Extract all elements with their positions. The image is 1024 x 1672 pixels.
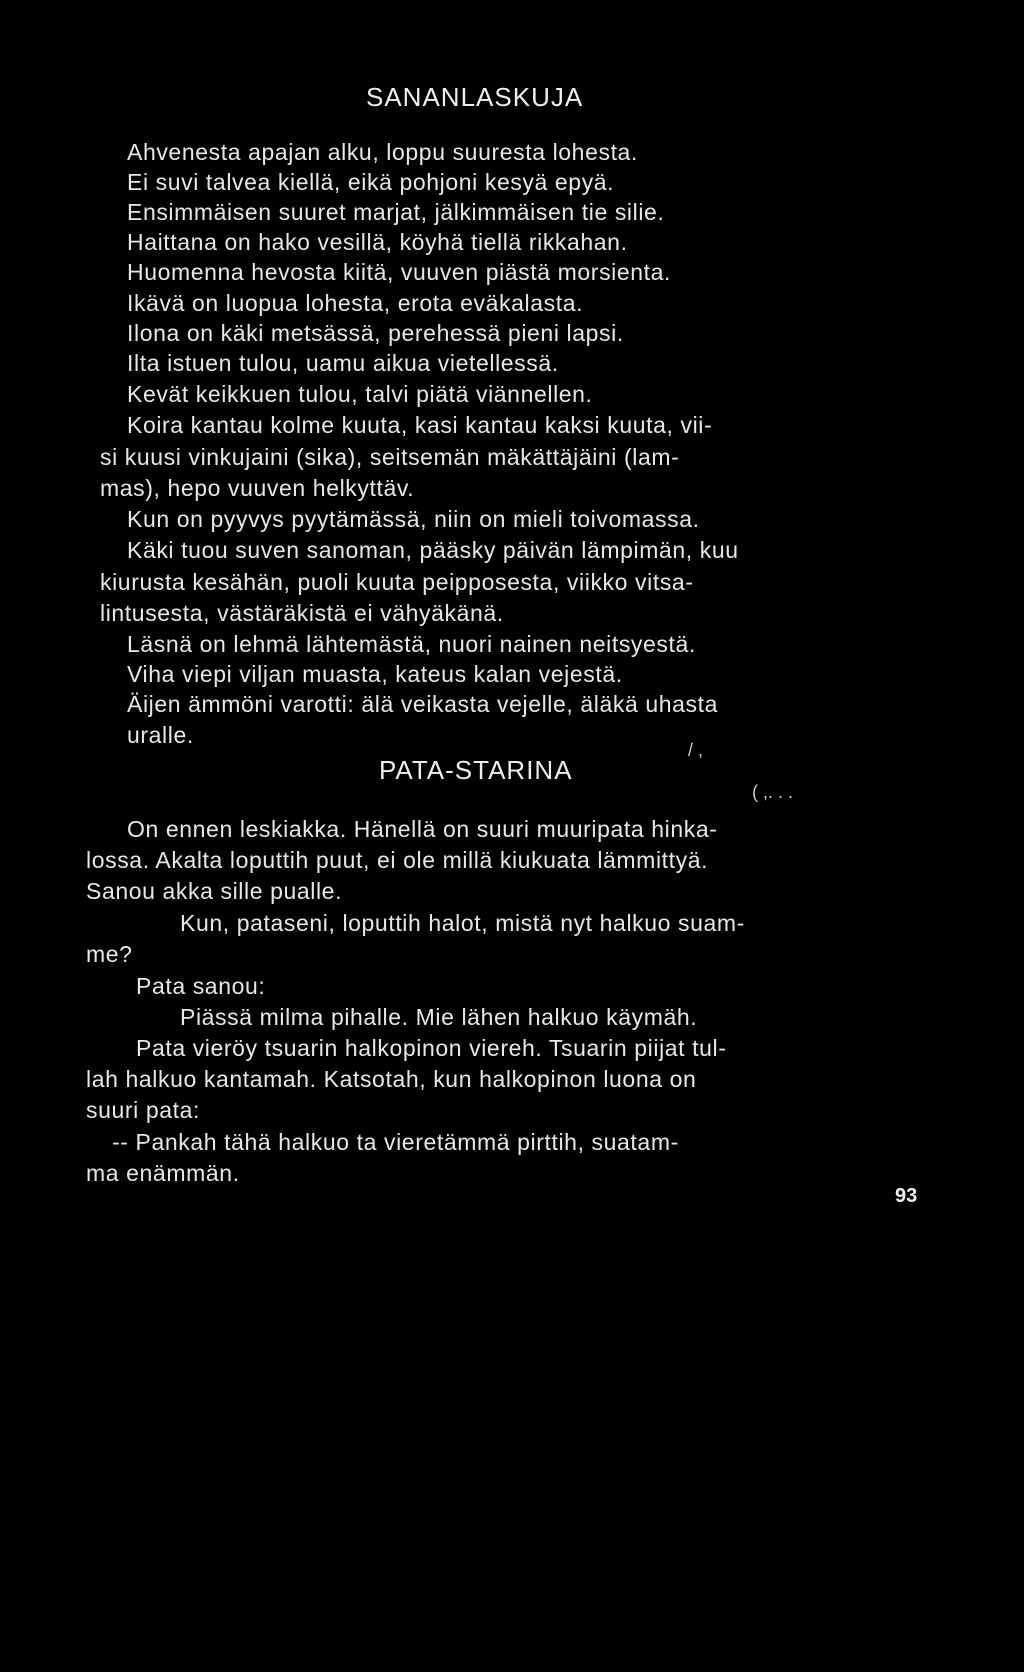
proverb-line: lintusesta, västäräkistä ei vähyäkänä. bbox=[100, 600, 504, 626]
story-line: ma enämmän. bbox=[86, 1160, 240, 1186]
proverb-line: Ikävä on luopua lohesta, erota eväkalasta. bbox=[127, 290, 584, 316]
proverb-line: Ahvenesta apajan alku, loppu suuresta lohesta. bbox=[127, 139, 638, 165]
stray-mark: / , bbox=[688, 740, 704, 760]
proverb-line: Huomenna hevosta kiitä, vuuven piästä morsienta. bbox=[127, 259, 672, 285]
proverb-line: mas), hepo vuuven helkyttäv. bbox=[100, 475, 415, 501]
story-line: lah halkuo kantamah. Katsotah, kun halkopinon luona on bbox=[86, 1066, 697, 1092]
proverb-line: Ilona on käki metsässä, perehessä pieni lapsi. bbox=[127, 320, 624, 346]
stray-mark: ( ,. . . bbox=[752, 782, 794, 802]
story-line: Piässä milma pihalle. Mie lähen halkuo käymäh. bbox=[180, 1004, 698, 1030]
proverb-line: Haittana on hako vesillä, köyhä tiellä rikkahan. bbox=[127, 229, 628, 255]
page-number: 93 bbox=[895, 1185, 918, 1207]
story-line: -- Pankah tähä halkuo ta vieretämmä pirttih, suatam- bbox=[112, 1129, 679, 1155]
section-title: SANANLASKUJA bbox=[366, 82, 584, 112]
story-line: lossa. Akalta loputtih puut, ei ole millä kiukuata lämmittyä. bbox=[86, 847, 709, 873]
proverb-line: si kuusi vinkujaini (sika), seitsemän mäkättäjäini (lam- bbox=[100, 444, 680, 470]
proverb-line: uralle. bbox=[127, 722, 194, 748]
proverb-line: Ilta istuen tulou, uamu aikua vietellessä. bbox=[127, 350, 559, 376]
proverb-line: Kevät keikkuen tulou, talvi piätä viännellen. bbox=[127, 381, 593, 407]
proverb-line: Ei suvi talvea kiellä, eikä pohjoni kesyä epyä. bbox=[127, 169, 615, 195]
proverb-line: Äijen ämmöni varotti: älä veikasta vejelle, äläkä uhasta bbox=[127, 691, 719, 717]
story-line: Sanou akka sille pualle. bbox=[86, 878, 343, 904]
proverb-line: Käki tuou suven sanoman, pääsky päivän lämpimän, kuu bbox=[127, 537, 739, 563]
proverb-line: Ensimmäisen suuret marjat, jälkimmäisen tie silie. bbox=[127, 199, 665, 225]
proverb-line: Läsnä on lehmä lähtemästä, nuori nainen neitsyestä. bbox=[127, 631, 696, 657]
proverb-line: Kun on pyyvys pyytämässä, niin on mieli toivomassa. bbox=[127, 506, 700, 532]
story-line: Pata vieröy tsuarin halkopinon viereh. Tsuarin piijat tul- bbox=[136, 1035, 727, 1061]
proverb-line: Koira kantau kolme kuuta, kasi kantau kaksi kuuta, vii- bbox=[127, 412, 713, 438]
story-line: Kun, pataseni, loputtih halot, mistä nyt halkuo suam- bbox=[180, 910, 745, 936]
story-line: me? bbox=[86, 941, 133, 967]
proverb-line: kiurusta kesähän, puoli kuuta peipposesta, viikko vitsa- bbox=[100, 569, 694, 595]
story-line: On ennen leskiakka. Hänellä on suuri muuripata hinka- bbox=[127, 816, 718, 842]
story-line: Pata sanou: bbox=[136, 973, 266, 999]
story-title: PATA-STARINA bbox=[379, 755, 573, 785]
proverb-line: Viha viepi viljan muasta, kateus kalan vejestä. bbox=[127, 661, 623, 687]
story-line: suuri pata: bbox=[86, 1097, 200, 1123]
